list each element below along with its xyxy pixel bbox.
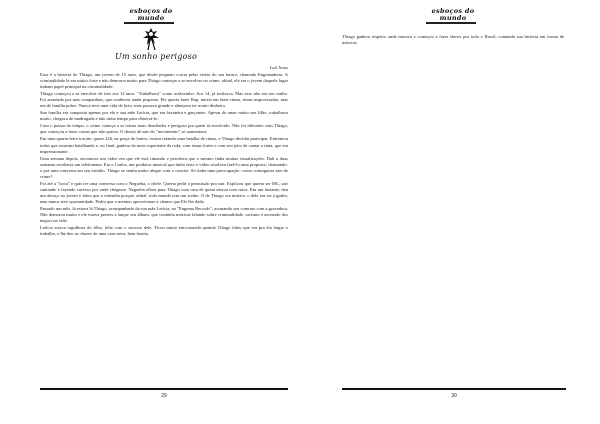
ink-figure-emblem-icon (140, 26, 162, 52)
logo-underline (124, 22, 174, 24)
author-name: Luã Jesus (269, 65, 288, 70)
right-page (338, 0, 576, 424)
paragraph: Em uma quarta-feira à noite, quase 22h, na praça do bairro, estava rolando uma batalha de rimas, e Thiago decidiu participar. Enfrentou todos que estavam batalhando e, no final, ganhou do mais experiente da roda, com rimas fortes e com seu jeito de cantar a rima, que era impressionante. (40, 136, 288, 154)
paragraph: Thiago começou a se envolver de fato aos 12 anos. "Trabalhava" como aviãozinho. Aos 14, já traficava. Mas esse não era seu sonho. Foi arrastado por más companhias, que conheceu ainda pequeno. Ele queria fazer Rap, mexia em fazer rimas, rimas improvisadas, mas era de família pobre. Nunca teve uma vida de luxo, mas passava grande e almejava ter muito dinheiro. (40, 91, 288, 109)
logo-line-2: mundo (137, 13, 165, 22)
logo-title (116, 8, 186, 21)
page-number: 30 (451, 393, 457, 399)
logo-line-2: mundo (439, 13, 467, 22)
paragraph: Uma semana depois, encontrou um vídeo em que ele está rimando e percebeu que o mesmo tinha muitas visualizações. Dali a duas semanas receberia um telefonema. Era o Carlos, um produtor musical que tinha visto o vídeo resolveu fazê-lo uma proposta, chamando-o pra uma conversa em seu estúdio. Thiago se sentiu muito alegre com o convite. Só tinha uma preocupação: como conseguiria sair do crime? (40, 155, 288, 179)
story-subtitle: Um sonho perigoso (115, 52, 197, 61)
paragraph: Essa é a história do Thiago, um jovem de 15 anos, que desde pequeno corria pelas vielas do seu bairro, chamado Engomadeira. A criminalidade lá era muito forte e não demorou muito para Thiago começar a se envolver no crime, afinal, ele era o jovem daquele lugar tinham papel principal na criminalidade. (40, 72, 288, 90)
paragraph: Sua família era composta apenas por ele e sua mãe Letícia, que era faxineira e garçonete. Apesar de amar muito seu filho, trabalhava muito, chegava de madrugada e não tinha tempo para observá-lo. (40, 110, 288, 122)
story-body-left (40, 72, 288, 238)
footer-rule (342, 388, 566, 390)
logo-title (418, 8, 488, 21)
paragraph: Passado um mês, lá estava lá Thiago, acompanhado da sua mãe Letícia, na "Engoma Records", assinando seu contrato com a gravadora. Não demorou muito e ele estava prestes a lançar seu álbum, que continha músicas falando sobre criminalidade, racismo e ascensão dos negros na vida. (40, 205, 288, 224)
story-body-right (342, 34, 564, 46)
left-page (20, 0, 298, 424)
page-number: 29 (161, 393, 167, 399)
logo-underline (426, 22, 476, 24)
paragraph: Letícia estava orgulhosa do filho, feliz com o sucesso dele. Ficou muito emocionada quando Thiago falou que era pra ela largar o trabalho, e lhe deu as chaves de uma casa nova, bem bonita. (40, 225, 288, 237)
paragraph: Foi até a "boca" e quis ter uma conversa com o Negueba, o chefe. Queria pedir a permissão pra sair. Explicou que queria ser MC, sair cantando e fazendo sucesso por onde chegasse. Negueba olhou para Thiago com cara de quem estava com raiva. Em um instante, deu um abraço no jovem e falou que o entendia porque, afinal, todo mundo tem um sonho. O de Thiago era música, o dele era ser jogador, mas nunca teve oportunidade. Pediu que o menino aproveitasse a chance que Ele lhe dada. (40, 180, 288, 204)
paragraph: Com o passar do tempo, o crime começa a se tornar mais desafiador e perigoso pra quem tá envolvido. Não foi diferente com Thiago, que começou a fazer coisas que não queria. O desejo de sair do "movimento" só aumentava. (40, 123, 288, 135)
footer-rule (40, 388, 288, 390)
logo-line-1: esboços do (431, 7, 475, 15)
paragraph: Thiago ganhou respeito onde morava e começou a fazer shows por todo o Brasil, contando sua história em forma de músicas. (342, 34, 564, 46)
logo-line-1: esboços do (129, 7, 173, 15)
